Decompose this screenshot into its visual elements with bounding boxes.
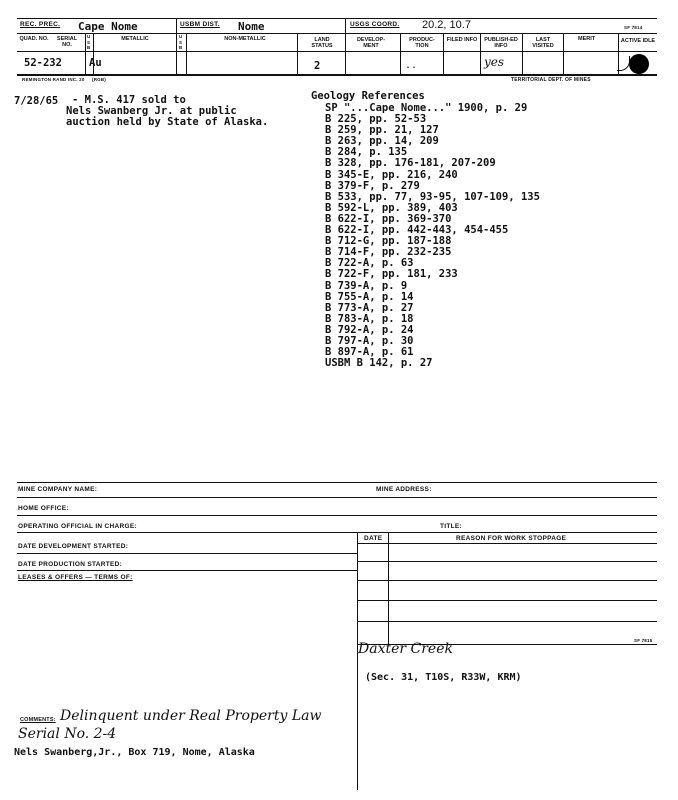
geology-ref: B 259, pp. 21, 127 [325, 124, 439, 137]
geology-ref: B 755-A, p. 14 [325, 290, 414, 303]
form-rule [17, 497, 657, 498]
geology-ref: B 533, pp. 77, 93-95, 107-109, 135 [325, 190, 540, 203]
col-serial-no: SERIAL NO. [56, 36, 78, 48]
published-info-value: yes [484, 55, 505, 69]
production-value: .. [405, 60, 418, 71]
date-development-label: DATE DEVELOPMENT STARTED: [18, 543, 129, 550]
location-description: (Sec. 31, T10S, R33W, KRM) [365, 672, 522, 683]
col-published-info: PUBLISH-ED INFO [484, 37, 518, 49]
divider [85, 33, 86, 74]
geology-ref: B 263, pp. 14, 209 [325, 135, 439, 148]
geology-refs-list [325, 103, 540, 369]
col-merit: MERIT [578, 36, 596, 42]
divider [563, 33, 564, 74]
usgs-coord-value: 20.2, 10.7 [422, 19, 471, 31]
header-row-rule [17, 33, 657, 34]
geology-ref: B 284, p. 135 [325, 146, 408, 159]
divider [345, 18, 346, 74]
printer-note-2: (RGB) [92, 77, 106, 82]
reason-label: REASON FOR WORK STOPPAGE [456, 535, 567, 542]
active-status-dot [629, 54, 649, 74]
geology-ref: B 592-L, pp. 389, 403 [325, 201, 458, 214]
header-top-rule [17, 18, 657, 19]
form-rule [17, 515, 657, 516]
geology-ref: B 379-F, p. 279 [325, 179, 420, 192]
divider [297, 33, 298, 74]
col-active-idle: ACTIVE IDLE [620, 38, 656, 44]
usgs-coord-label: USGS COORD. [350, 21, 400, 28]
date-production-label: DATE PRODUCTION STARTED: [18, 561, 123, 568]
stoppage-rule [357, 543, 657, 544]
geology-ref: B 622-I, pp. 369-370 [325, 212, 452, 225]
usbm-letters-metallic: U S B [87, 34, 91, 50]
col-non-metallic: NON-METALLIC [224, 36, 266, 42]
geology-ref: B 739-A, p. 9 [325, 279, 408, 292]
note-date: 7/28/65 [14, 95, 59, 107]
stoppage-rule [357, 561, 657, 562]
title-label: TITLE: [440, 523, 463, 530]
center-divider [357, 532, 358, 790]
geology-ref: B 328, pp. 176-181, 207-209 [325, 157, 496, 170]
geology-ref: B 773-A, p. 27 [325, 301, 414, 314]
geology-ref: USBM B 142, p. 27 [325, 357, 433, 370]
geology-ref: B 792-A, p. 24 [325, 323, 414, 336]
header-bottom-rule [17, 74, 657, 76]
usbm-dist-value: Nome [238, 20, 265, 33]
creek-name: Daxter Creek [358, 641, 453, 657]
divider [522, 33, 523, 74]
geology-ref: B 897-A, p. 61 [325, 346, 414, 359]
operating-official-label: OPERATING OFFICIAL IN CHARGE: [18, 523, 137, 530]
stoppage-rule [357, 600, 657, 601]
col-production: PRODUC-TION [409, 37, 435, 49]
col-development: DEVELOP-MENT [356, 37, 386, 49]
col-filed-info: FILED INFO [446, 37, 478, 43]
col-metallic: METALLIC [121, 36, 149, 42]
owner-line: Nels Swanberg,Jr., Box 719, Nome, Alaska [14, 747, 255, 758]
geology-ref: B 714-F, pp. 232-235 [325, 246, 452, 259]
usbm-letters-nonmetallic: U S B [179, 34, 183, 50]
mine-company-label: MINE COMPANY NAME: [18, 486, 98, 493]
geology-ref: B 622-I, pp. 442-443, 454-455 [325, 224, 509, 237]
land-status-value: 2 [314, 60, 321, 72]
metallic-value: Au [89, 57, 102, 69]
col-last-visited: LAST VISITED [532, 37, 554, 49]
geology-title: Geology References [311, 90, 425, 102]
form-rule [17, 532, 657, 533]
divider [480, 33, 481, 74]
geology-ref: B 345-E, pp. 216, 240 [325, 168, 458, 181]
rec-prec-value: Cape Nome [78, 20, 138, 33]
comments-handwritten-2: Serial No. 2-4 [18, 726, 117, 742]
comments-label: COMMENTS: [20, 717, 56, 723]
col-quad-no: QUAD. NO. [19, 36, 49, 42]
leases-label: LEASES & OFFERS — TERMS OF: [18, 574, 133, 581]
quad-serial-value: 52-232 [24, 57, 62, 69]
home-office-label: HOME OFFICE: [18, 505, 69, 512]
active-bracket-mark [617, 56, 630, 71]
stoppage-rule [357, 621, 657, 622]
geology-ref: SP "...Cape Nome..." 1900, p. 29 [325, 102, 528, 114]
geology-ref: B 783-A, p. 18 [325, 312, 414, 325]
geology-ref: B 722-A, p. 63 [325, 257, 414, 270]
lower-top-rule [17, 482, 657, 483]
form-rule [17, 570, 357, 571]
divider [176, 18, 177, 74]
divider [400, 33, 401, 74]
geology-ref: B 225, pp. 52-53 [325, 113, 427, 126]
date-column-divider [388, 532, 389, 644]
comments-handwritten-1: Delinquent under Real Property Law [60, 708, 322, 724]
geology-ref: B 722-F, pp. 181, 233 [325, 268, 458, 281]
geology-ref: B 712-G, pp. 187-188 [325, 235, 452, 248]
form-rule [17, 553, 357, 554]
note-text: - M.S. 417 sold to Nels Swanberg Jr. at public auction held by State of Alaska. [66, 94, 269, 129]
geology-ref: B 797-A, p. 30 [325, 334, 414, 347]
usbm-dist-label: USBM DIST. [180, 21, 220, 28]
form-number-top: SF 7814 [624, 25, 643, 30]
header-value-rule [17, 51, 657, 52]
col-land-status: LAND STATUS [311, 37, 333, 49]
mine-address-label: MINE ADDRESS: [376, 486, 432, 493]
divider [186, 33, 187, 74]
divider [443, 33, 444, 74]
printer-note: REMINGTON RAND INC. 20 [22, 77, 85, 82]
form-number-bottom: SF 7815 [634, 638, 653, 643]
rec-prec-label: REC. PREC. [20, 21, 61, 28]
territorial-note: TERRITORIAL DEPT. OF MINES [511, 77, 591, 83]
stoppage-rule [357, 580, 657, 581]
date-label: DATE [364, 535, 383, 542]
